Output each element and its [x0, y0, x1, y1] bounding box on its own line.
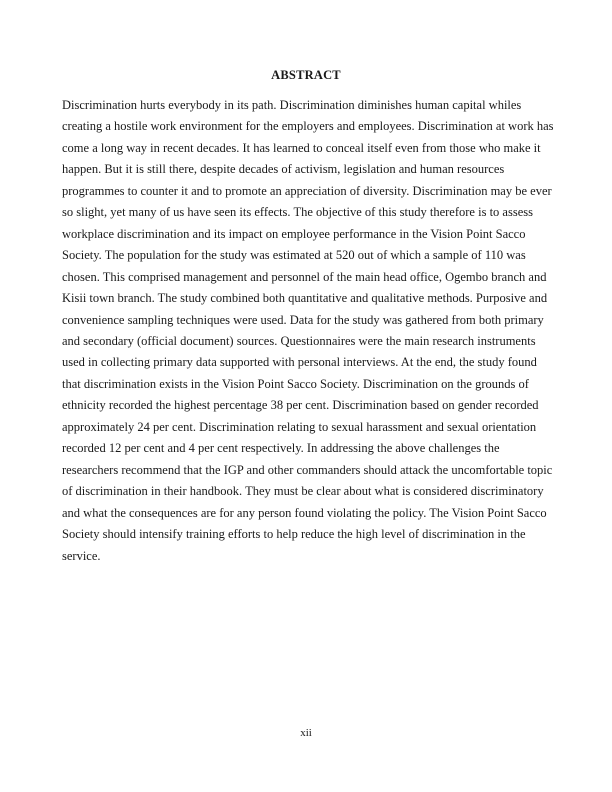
paragraph-line: and secondary (official document) sources. Questionnaires were the main research instruments [62, 333, 536, 348]
paragraph-line: happen. But it is still there, despite decades of activism, legislation and human resources [62, 162, 505, 177]
page-number: xii [300, 727, 312, 739]
paragraph-line: that discrimination exists in the Vision Point Sacco Society. Discrimination on the grounds of [62, 376, 529, 391]
paragraph-line: workplace discrimination and its impact on employee performance in the Vision Point Sacco [62, 226, 526, 241]
paragraph-line: researchers recommend that the IGP and other commanders should attack the uncomfortable topic [62, 462, 553, 477]
paragraph-line: creating a hostile work environment for the employers and employees. Discrimination at work has [62, 119, 554, 134]
paragraph-line: Society should intensify training efforts to help reduce the high level of discrimination in the [62, 527, 526, 542]
paragraph-line: ethnicity recorded the highest percentage 38 per cent. Discrimination based on gender recorded [62, 398, 539, 413]
paragraph-line: come a long way in recent decades. It has learned to conceal itself even from those who make it [62, 140, 541, 155]
paragraph-line: of discrimination in their handbook. They must be clear about what is considered discriminatory [62, 484, 544, 499]
paragraph-line: approximately 24 per cent. Discrimination relating to sexual harassment and sexual orientation [62, 419, 537, 434]
paragraph-line: programmes to counter it and to promote an appreciation of diversity. Discrimination may be ever [62, 183, 552, 198]
abstract-paragraph [62, 95, 562, 567]
paragraph-line: used in collecting primary data supported with personal interviews. At the end, the study found [62, 355, 537, 370]
paragraph-line: Society. The population for the study was estimated at 520 out of which a sample of 110 was [62, 248, 526, 263]
paragraph-line: and what the consequences are for any person found violating the policy. The Vision Point Sacco [62, 505, 547, 520]
paragraph-line: chosen. This comprised management and personnel of the main head office, Ogembo branch and [62, 269, 547, 284]
abstract-title: ABSTRACT [271, 68, 341, 82]
paragraph-line: service. [62, 548, 101, 563]
paragraph-line: convenience sampling techniques were used. Data for the study was gathered from both primary [62, 312, 544, 327]
paragraph-line: recorded 12 per cent and 4 per cent respectively. In addressing the above challenges the [62, 441, 500, 456]
paragraph-line: so slight, yet many of us have seen its effects. The objective of this study therefore is to assess [62, 205, 533, 220]
paragraph-line: Kisii town branch. The study combined both quantitative and qualitative methods. Purposive and [62, 291, 548, 306]
paragraph-line: Discrimination hurts everybody in its path. Discrimination diminishes human capital whiles [62, 98, 522, 112]
